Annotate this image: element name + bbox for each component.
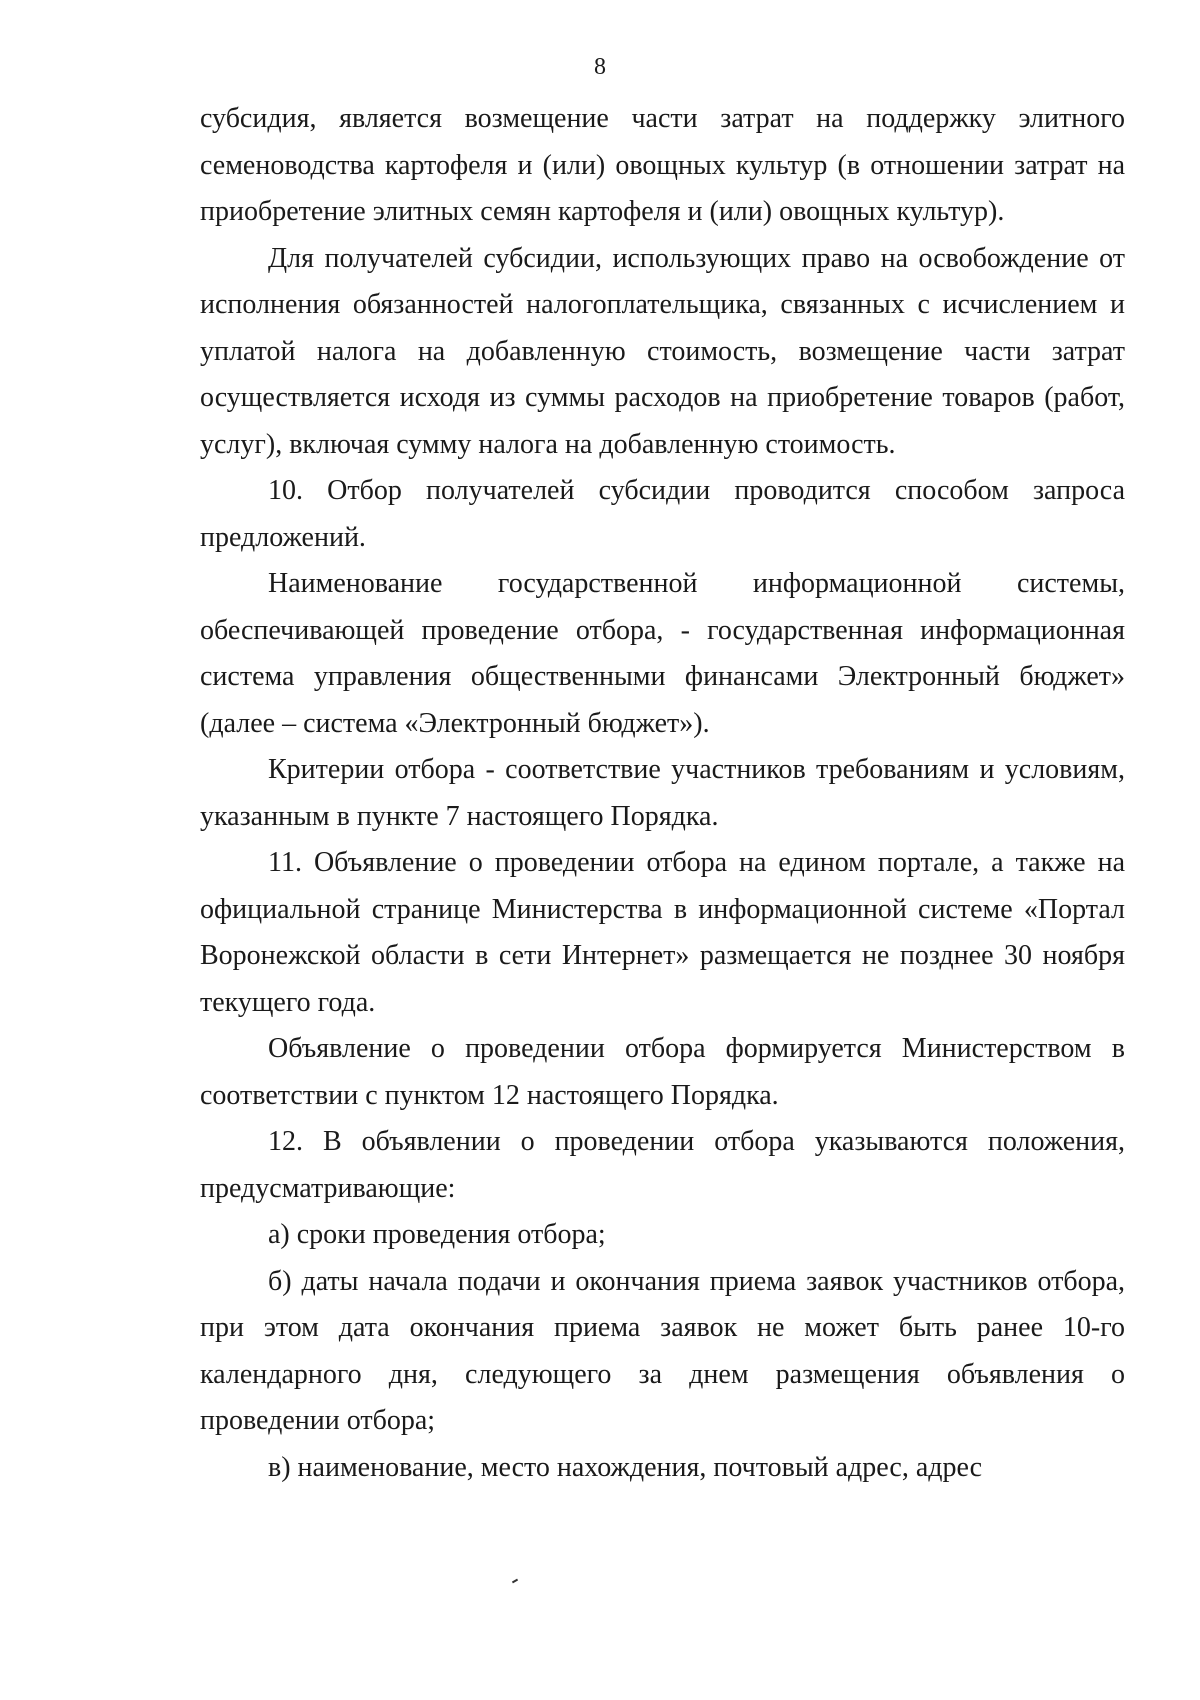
paragraph-selection-criteria: Критерии отбора - соответствие участников требованиям и условиям, указанным в пункте 7 настоящего Порядка. [200,754,1125,832]
list-item-v: в) наименование, место нахождения, почтовый адрес, адрес [268,1451,983,1483]
paragraph-announcement-formation: Объявление о проведении отбора формируется Министерством в соответствии с пунктом 12 настоящего Порядка. [200,1033,1125,1111]
paragraph-10-selection-method: 10. Отбор получателей субсидии проводится способом запроса предложений. [200,475,1125,553]
paragraph-information-system: Наименование государственной информационной системы, обеспечивающей проведение отбора, - государственная информационная система управления общественными финансами Электронный бюджет» (далее – система «Электронный бюджет»). [200,568,1125,739]
list-item-a: а) сроки проведения отбора; [268,1219,606,1250]
paragraph-vat-exemption: Для получателей субсидии, использующих право на освобождение от исполнения обязанностей налогоплательщика, связанных с исчислением и уплатой налога на добавленную стоимость, возмещение части затрат осуществляется исходя из суммы расходов на приобретение товаров (работ, услуг), включая сумму налога на добавленную стоимость. [200,242,1125,460]
scan-mark [512,1579,518,1584]
paragraph-subsidy-purpose: субсидия, является возмещение части затрат на поддержку элитного семеноводства картофеля и (или) овощных культур (в отношении затрат на приобретение элитных семян картофеля и (или) овощных культур). [200,103,1125,227]
paragraph-11-announcement: 11. Объявление о проведении отбора на едином портале, а также на официальной странице Министерства в информационной системе «Портал Воронежской области в сети Интернет» размещается не позднее 30 ноября текущего года. [200,847,1125,1018]
document-body [200,96,1125,1491]
page-number: 8 [594,54,606,80]
paragraph-12-announcement-contents: 12. В объявлении о проведении отбора указываются положения, предусматривающие: [200,1126,1125,1204]
list-item-b: б) даты начала подачи и окончания приема заявок участников отбора, при этом дата окончания приема заявок не может быть ранее 10-го календарного дня, следующего за днем размещения объявления о проведении отбора; [200,1265,1125,1436]
